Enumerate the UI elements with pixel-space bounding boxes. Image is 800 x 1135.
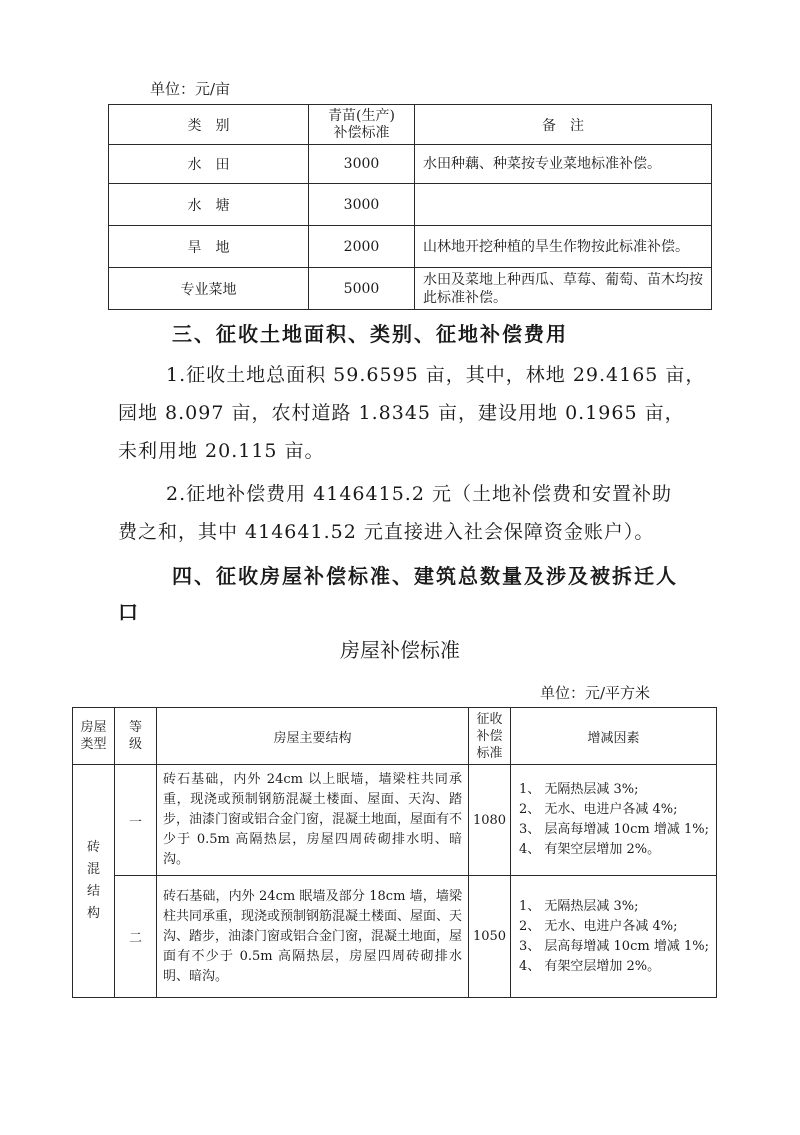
house-type-char: 构 <box>86 906 100 921</box>
row-category: 专业菜地 <box>109 268 309 310</box>
header-grade-line: 级 <box>128 737 142 752</box>
table1-unit: 单位：元/亩 <box>150 80 231 98</box>
table2-unit: 单位：元/平方米 <box>540 684 651 702</box>
row-category: 水 塘 <box>109 184 309 226</box>
grade-cell: 二 <box>115 876 157 998</box>
row-remark: 水田种藕、种菜按专业菜地标准补偿。 <box>415 145 712 184</box>
factor-item: 2、 无水、电进户各减 4%; <box>519 918 678 934</box>
paragraph-line: 2.征地补偿费用 4146415.2 元（土地补偿费和安置补助 <box>166 483 672 505</box>
house-type-char: 砖 <box>86 840 100 855</box>
table-row <box>109 145 712 184</box>
row-standard: 3000 <box>309 145 415 184</box>
header-grade <box>115 708 157 765</box>
paragraph-line: 费之和，其中 414641.52 元直接进入社会保障资金账户）。 <box>118 521 655 543</box>
header-standard-line: 标准 <box>476 745 503 761</box>
standard-cell: 1050 <box>469 876 511 998</box>
paragraph-line: 未利用地 20.115 亩。 <box>118 440 325 462</box>
table-row <box>109 184 712 226</box>
table-header-row <box>73 708 717 765</box>
row-remark <box>415 184 712 226</box>
table-row <box>73 765 717 876</box>
factor-item: 1、 无隔热层减 3%; <box>519 898 639 914</box>
section3-paragraph-1 <box>118 356 705 470</box>
factor-item: 4、 有架空层增加 2%。 <box>519 958 661 974</box>
section4-heading-line1: 四、征收房屋补偿标准、建筑总数量及涉及被拆迁人 <box>172 564 678 588</box>
table-row <box>109 268 712 310</box>
section3-heading: 三、征收土地面积、类别、征地补偿费用 <box>172 322 568 346</box>
factor-item: 2、 无水、电进户各减 4%; <box>519 802 678 817</box>
row-remark: 水田及菜地上种西瓜、草莓、葡萄、苗木均按此标准补偿。 <box>415 268 712 310</box>
house-type-cell <box>73 765 115 998</box>
header-type-line: 房屋 <box>80 720 107 735</box>
table2-title: 房屋补偿标准 <box>340 638 460 662</box>
structure-cell: 砖石基础，内外 24cm 以上眠墙，墙梁柱共同承重，现浇或预制钢筋混凝土楼面、屋面、天沟、踏步，油漆门窗或铝合金门窗，混凝土地面，屋面有不少于 0.5m 高隔热层，房屋四周砖砌排水明、暗沟。 <box>157 765 469 876</box>
table-header-row <box>109 105 712 145</box>
row-standard: 3000 <box>309 184 415 226</box>
table-row <box>73 876 717 998</box>
factor-item: 1、 无隔热层减 3%; <box>519 782 639 797</box>
factors-cell <box>511 765 717 876</box>
factor-item: 3、 层高每增减 10cm 增减 1%; <box>519 822 709 837</box>
standard-cell: 1080 <box>469 765 511 876</box>
row-standard: 5000 <box>309 268 415 310</box>
section3-paragraph-2 <box>118 475 672 551</box>
paragraph-line: 1.征收土地总面积 59.6595 亩，其中，林地 29.4165 亩， <box>166 364 706 386</box>
header-standard <box>309 105 415 145</box>
header-standard-line: 补偿 <box>476 728 503 744</box>
header-grade-line: 等 <box>128 720 142 735</box>
header-structure: 房屋主要结构 <box>157 708 469 765</box>
factors-cell <box>511 876 717 998</box>
grade-cell: 一 <box>115 765 157 876</box>
header-type <box>73 708 115 765</box>
row-standard: 2000 <box>309 226 415 268</box>
house-type-char: 混 <box>86 862 100 877</box>
header-standard <box>469 708 511 765</box>
header-standard-line1: 青苗(生产) <box>328 107 395 124</box>
table-row <box>109 226 712 268</box>
house-compensation-table <box>72 707 717 998</box>
section4-heading-line2: 口 <box>118 600 140 624</box>
header-type-line: 类型 <box>80 737 107 752</box>
header-remark: 备 注 <box>415 105 712 145</box>
house-type-char: 结 <box>86 884 100 899</box>
paragraph-line: 园地 8.097 亩，农村道路 1.8345 亩，建设用地 0.1965 亩， <box>118 402 685 424</box>
row-category: 旱 地 <box>109 226 309 268</box>
header-standard-line2: 补偿标准 <box>333 124 390 141</box>
row-category: 水 田 <box>109 145 309 184</box>
header-factors: 增减因素 <box>511 708 717 765</box>
seedling-compensation-table <box>108 104 712 310</box>
header-standard-line: 征收 <box>476 711 503 727</box>
header-category: 类 别 <box>109 105 309 145</box>
structure-cell: 砖石基础，内外 24cm 眠墙及部分 18cm 墙，墙梁柱共同承重，现浇或预制钢筋混凝土楼面、屋面、天沟、踏步，油漆门窗或铝合金门窗，混凝土地面，屋面有不少于 0.5m 高隔热层，房屋四周砖砌排水明、暗沟。 <box>157 876 469 998</box>
factor-item: 4、 有架空层增加 2%。 <box>519 842 661 857</box>
factor-item: 3、 层高每增减 10cm 增减 1%; <box>519 938 709 954</box>
row-remark: 山林地开挖种植的旱生作物按此标准补偿。 <box>415 226 712 268</box>
